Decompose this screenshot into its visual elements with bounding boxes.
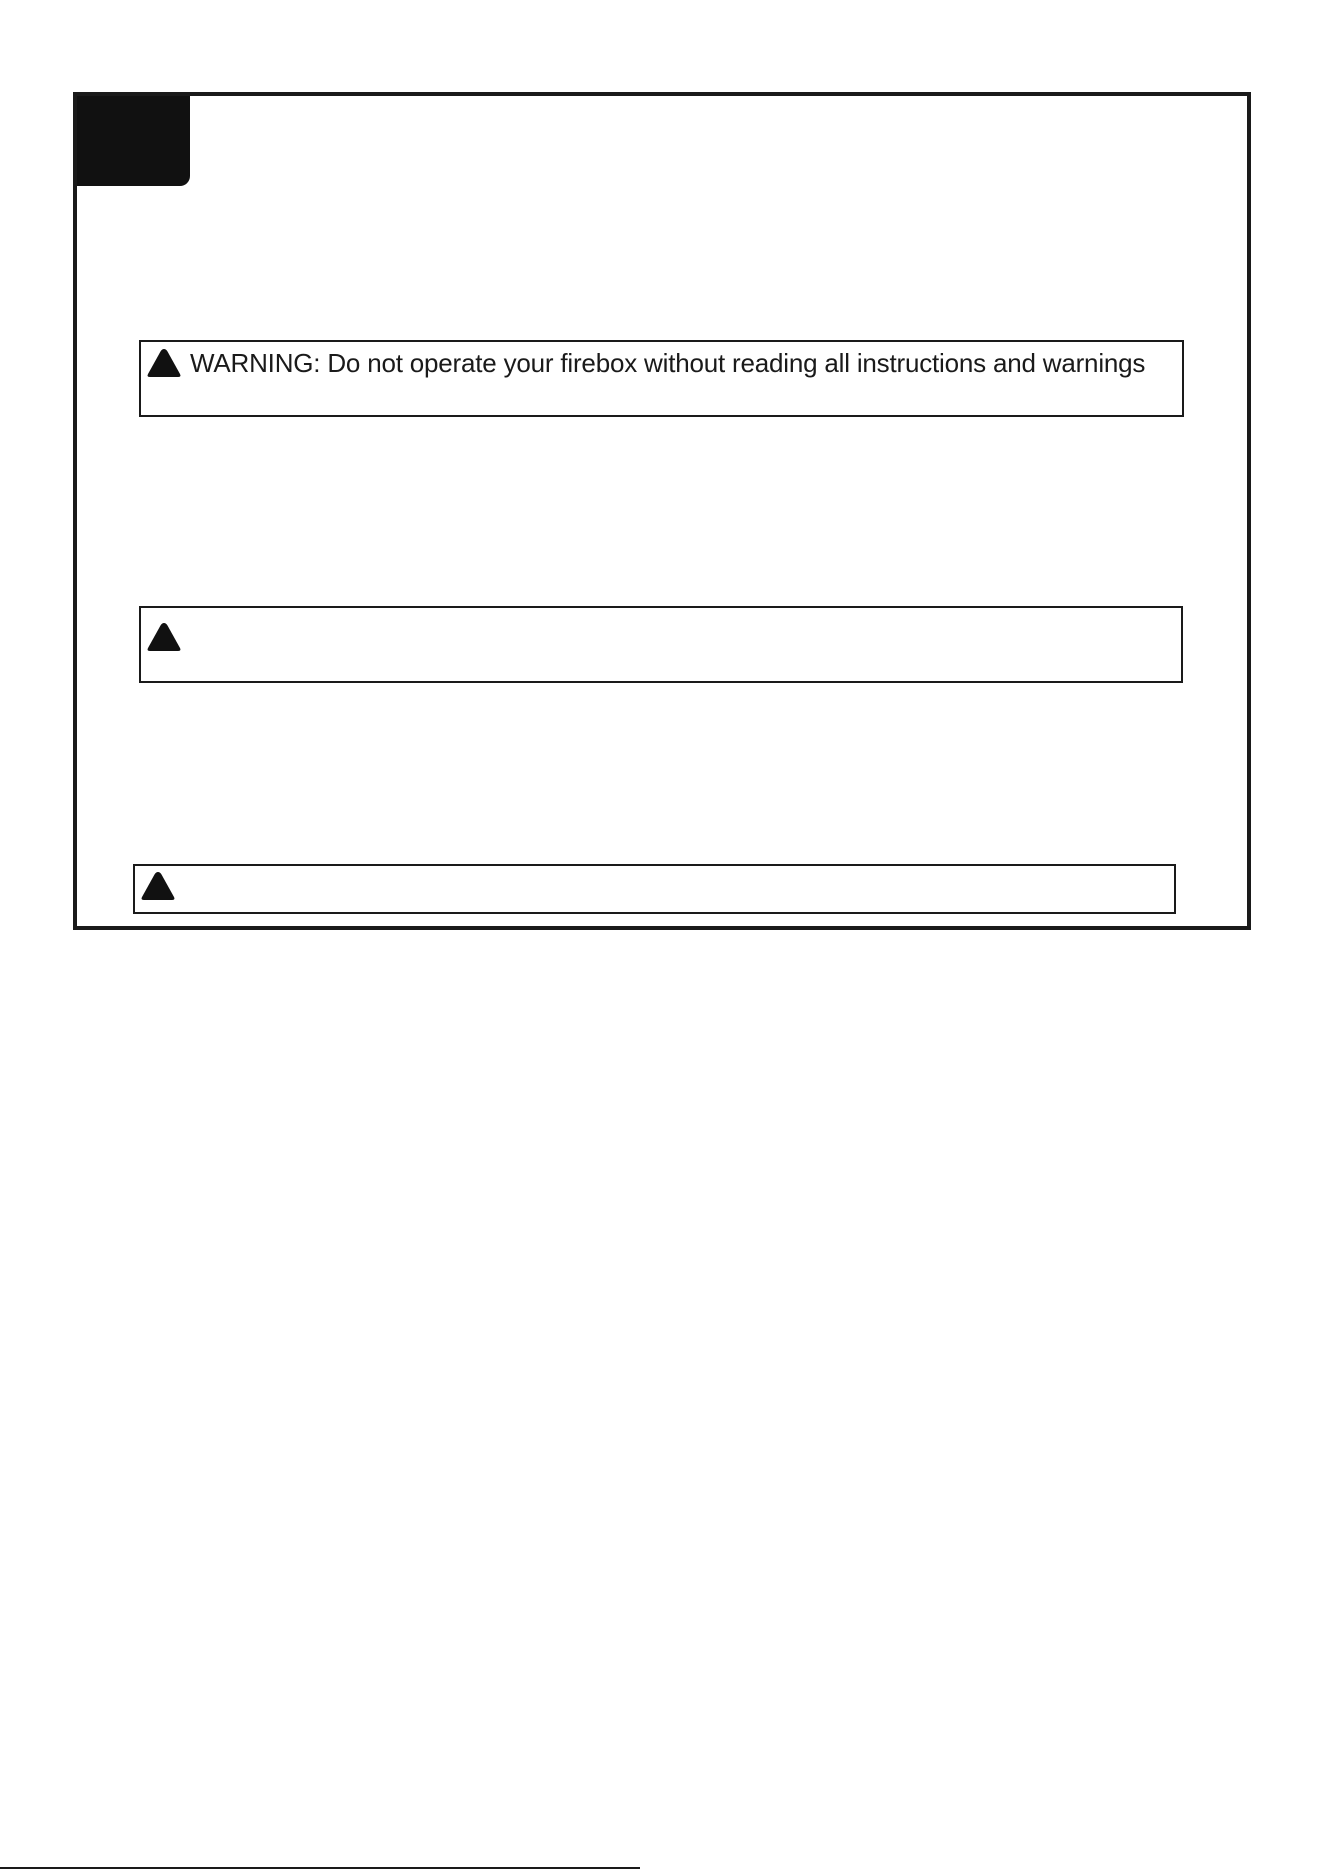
warning-triangle-icon (140, 870, 176, 902)
warning-triangle-icon (146, 347, 182, 379)
warning-box-3 (133, 864, 1176, 914)
warning-box-2 (139, 606, 1183, 683)
warning-box-1 (139, 340, 1184, 417)
footer-divider (0, 1867, 640, 1869)
warning-text-1: WARNING: Do not operate your firebox without reading all instructions and warnings (190, 348, 1146, 378)
page-frame (73, 92, 1251, 930)
section-tab (77, 96, 190, 186)
warning-triangle-icon (146, 621, 182, 653)
